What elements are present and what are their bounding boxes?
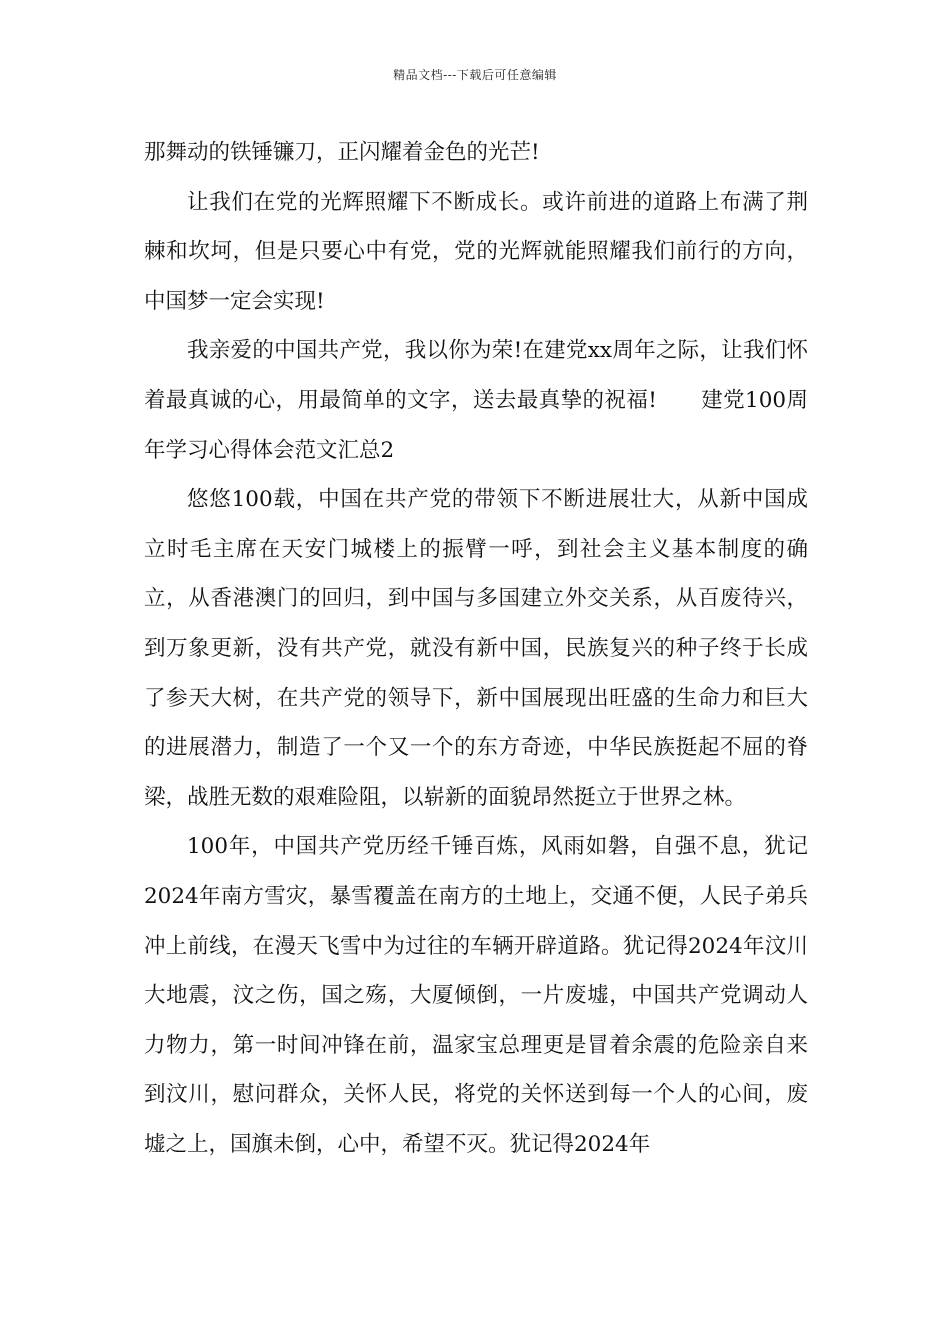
paragraph-5: 100年，中国共产党历经千锤百炼，风雨如磐，自强不息，犹记2024年南方雪灾，暴雪覆盖在南方的土地上，交通不便，人民子弟兵冲上前线，在漫天飞雪中为过往的车辆开辟道路。犹记得2024年汶川大地震，汶之伤，国之殇，大厦倾倒，一片废墟，中国共产党调动人力物力，第一时间冲锋在前，温家宝总理更是冒着余震的危险亲自来到汶川，慰问群众，关怀人民，将党的关怀送到每一个人的心间，废墟之上，国旗未倒，心中，希望不灭。犹记得2024年 [144,834,808,1157]
paragraph-4: 悠悠100载，中国在共产党的带领下不断进展壮大，从新中国成立时毛主席在天安门城楼上的振臂一呼，到社会主义基本制度的确立，从香港澳门的回归，到中国与多国建立外交关系，从百废待兴，到万象更新，没有共产党，就没有新中国，民族复兴的种子终于长成了参天大树，在共产党的领导下，新中国展现出旺盛的生命力和巨大的进展潜力，制造了一个又一个的东方奇迹，中华民族挺起不屈的脊梁，战胜无数的艰难险阻，以崭新的面貌昂然挺立于世界之林。 [144,487,808,810]
document-body [144,128,808,1169]
paragraph-2: 让我们在党的光辉照耀下不断成长。或许前进的道路上布满了荆棘和坎坷，但是只要心中有党，党的光辉就能照耀我们前行的方向，中国梦一定会实现! [144,189,808,314]
page-header: 精品文档---下载后可任意编辑 [393,68,557,82]
paragraph-3: 我亲爱的中国共产党，我以你为荣!在建党xx周年之际，让我们怀着最真诚的心，用最简单的文字，送去最真挚的祝福! 建党100周年学习心得体会范文汇总2 [144,338,808,463]
paragraph-1: 那舞动的铁锤镰刀，正闪耀着金色的光芒! [144,140,540,165]
